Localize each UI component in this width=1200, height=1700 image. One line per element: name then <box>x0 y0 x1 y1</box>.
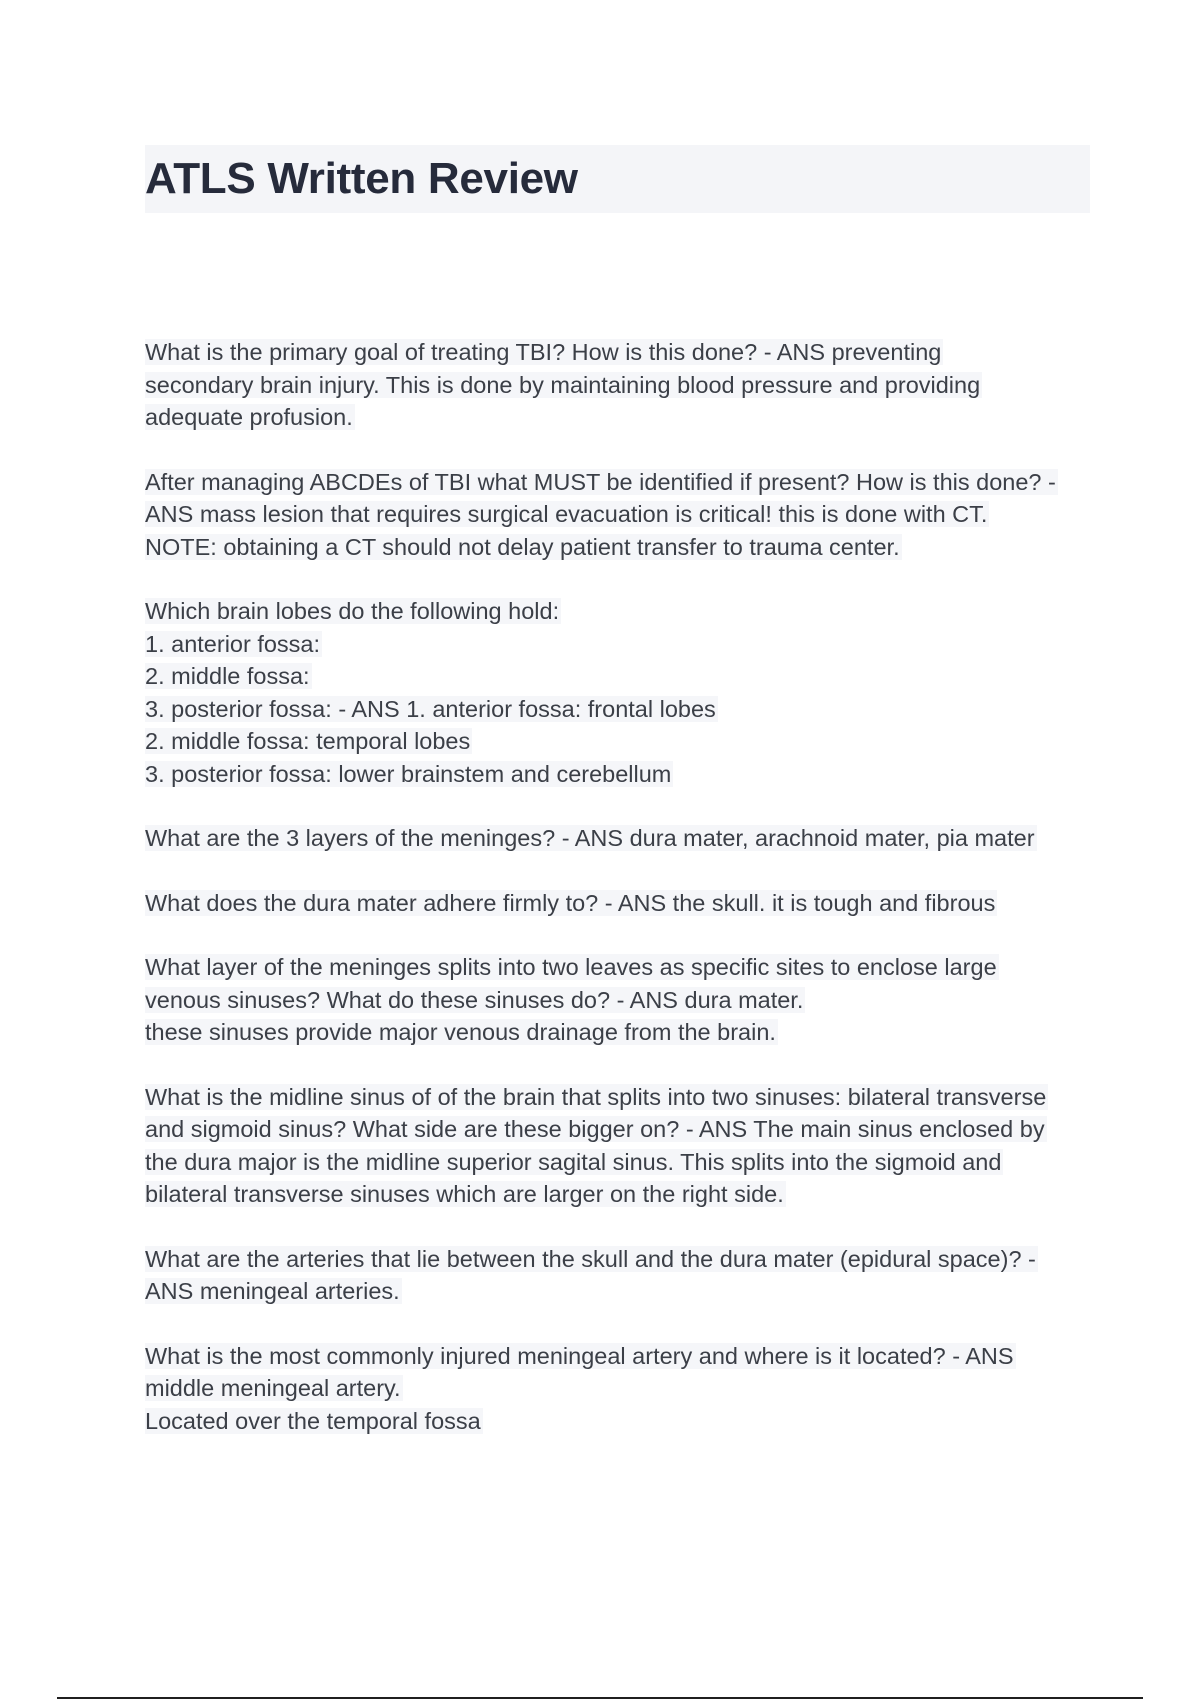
qa-line: these sinuses provide major venous drainage from the brain. <box>145 1019 776 1045</box>
qa-line: 2. middle fossa: temporal lobes <box>145 728 471 754</box>
footer-divider <box>57 1697 1143 1699</box>
qa-line: NOTE: obtaining a CT should not delay patient transfer to trauma center. <box>145 533 900 560</box>
qa-item <box>145 466 1095 564</box>
qa-item <box>145 1081 1095 1211</box>
qa-line: 2. middle fossa: <box>145 663 310 689</box>
qa-line: 3. posterior fossa: lower brainstem and cerebellum <box>145 760 672 787</box>
qa-item <box>145 1243 1095 1308</box>
qa-item <box>145 336 1095 434</box>
qa-item <box>145 951 1095 1049</box>
qa-line: What is the primary goal of treating TBI? How is this done? - ANS preventing <box>145 339 942 365</box>
qa-line: ANS meningeal arteries. <box>145 1278 400 1304</box>
qa-line: adequate profusion. <box>145 404 353 430</box>
qa-item <box>145 1340 1095 1438</box>
qa-line: What is the most commonly injured meningeal artery and where is it located? - ANS <box>145 1342 1014 1369</box>
qa-line: What does the dura mater adhere firmly to? - ANS the skull. it is tough and fibrous <box>145 889 996 916</box>
qa-line: and sigmoid sinus? What side are these bigger on? - ANS The main sinus enclosed by <box>145 1116 1045 1142</box>
qa-line: bilateral transverse sinuses which are larger on the right side. <box>145 1181 784 1207</box>
qa-line: the dura major is the midline superior sagital sinus. This splits into the sigmoid and <box>145 1148 1002 1175</box>
qa-list <box>145 336 1095 1469</box>
qa-line: secondary brain injury. This is done by maintaining blood pressure and providing <box>145 371 981 398</box>
qa-line: What layer of the meninges splits into two leaves as specific sites to enclose large <box>145 954 997 980</box>
qa-line: ANS mass lesion that requires surgical evacuation is critical! this is done with CT. <box>145 501 988 527</box>
document-title: ATLS Written Review <box>145 154 578 203</box>
qa-line: middle meningeal artery. <box>145 1375 401 1401</box>
qa-line: 1. anterior fossa: <box>145 630 321 657</box>
qa-line: What are the arteries that lie between the skull and the dura mater (epidural space)? - <box>145 1245 1036 1272</box>
qa-line: 3. posterior fossa: - ANS 1. anterior fossa: frontal lobes <box>145 695 716 722</box>
qa-line: What are the 3 layers of the meninges? - ANS dura mater, arachnoid mater, pia mater <box>145 825 1035 851</box>
qa-item <box>145 822 1095 855</box>
qa-line: After managing ABCDEs of TBI what MUST be identified if present? How is this done? - <box>145 468 1056 495</box>
qa-item <box>145 595 1095 790</box>
qa-line: What is the midline sinus of of the brain that splits into two sinuses: bilateral transverse <box>145 1083 1047 1110</box>
qa-line: venous sinuses? What do these sinuses do? - ANS dura mater. <box>145 986 804 1013</box>
qa-item <box>145 887 1095 920</box>
qa-line: Which brain lobes do the following hold: <box>145 598 560 624</box>
qa-line: Located over the temporal fossa <box>145 1407 481 1434</box>
